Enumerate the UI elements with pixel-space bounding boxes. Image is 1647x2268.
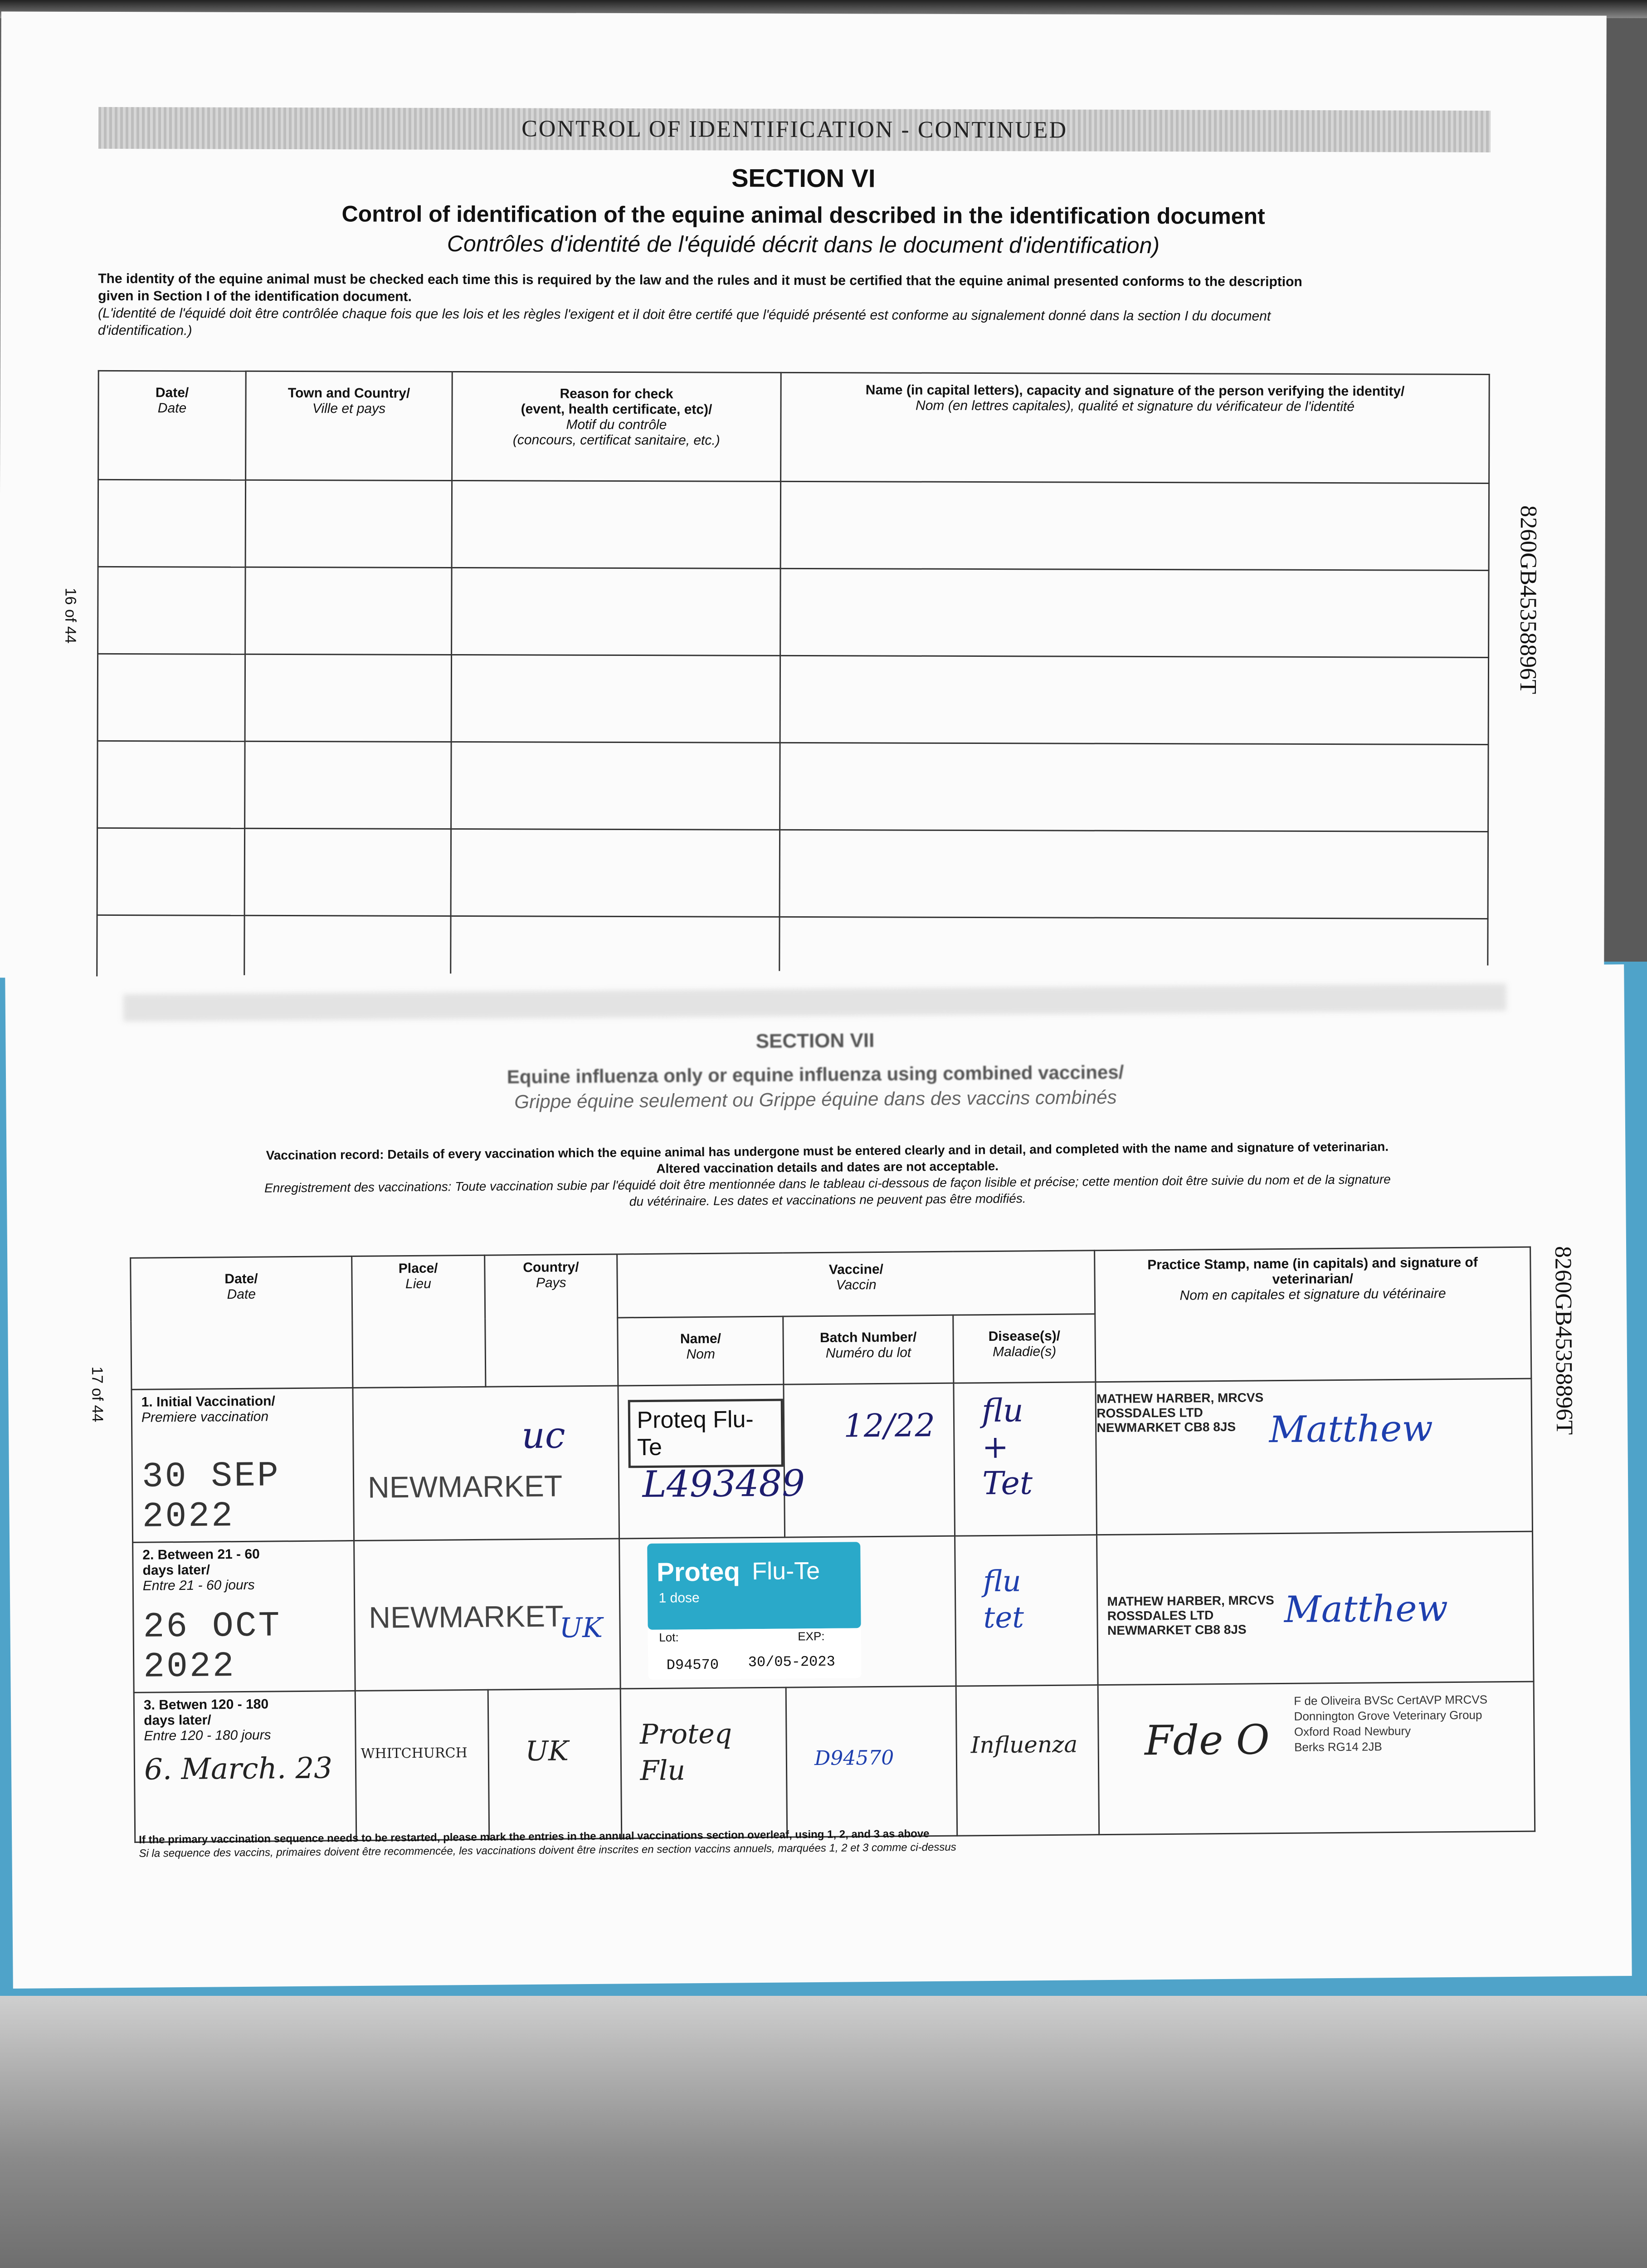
date-stamp: 26 OCT 2022 bbox=[143, 1606, 282, 1687]
table-row bbox=[97, 828, 1488, 919]
table-row bbox=[98, 567, 1489, 657]
col-town-country: Town and Country/ Ville et pays bbox=[246, 371, 453, 480]
page-number: 16 of 44 bbox=[62, 587, 79, 644]
intro-line-2: Altered vaccination details and dates are not acceptable. bbox=[656, 1158, 999, 1176]
batch-cell bbox=[786, 1686, 957, 1837]
vet-signature: Fde O bbox=[1144, 1716, 1270, 1765]
batch-cell bbox=[784, 1383, 955, 1537]
vaccine-product: Flu-Te bbox=[751, 1557, 820, 1585]
row-date-cell: 1. Initial Vaccination/ Premiere vaccination 30 SEP 2022 bbox=[132, 1388, 354, 1543]
blurred-banner bbox=[123, 983, 1506, 1022]
col-vaccine: Vaccine/ Vaccin bbox=[617, 1251, 1095, 1318]
table-row bbox=[97, 654, 1488, 744]
date-stamp: 30 SEP 2022 bbox=[141, 1456, 281, 1537]
vaccine-brand: Proteq bbox=[656, 1557, 741, 1587]
vet-cell bbox=[1098, 1681, 1535, 1835]
col-date: Date/ Date bbox=[131, 1256, 353, 1390]
intro-fr-line-1: (L'identité de l'équidé doit être contrôlée chaque fois que les lois et les règles l'exigent et il doit être certifé que l'équidé présenté est conforme au signalement donné dans la section I du document bbox=[98, 305, 1271, 324]
vet-cell bbox=[1097, 1531, 1534, 1685]
date-handwritten: 6. March. 23 bbox=[144, 1751, 333, 1787]
country-handwritten: UK bbox=[525, 1735, 569, 1768]
place-stamp: NEWMARKET bbox=[369, 1599, 564, 1634]
table-row bbox=[132, 1378, 1533, 1542]
vaccine-name-cell bbox=[618, 1384, 805, 1539]
table-row bbox=[134, 1681, 1535, 1842]
vaccine-dose: 1 dose bbox=[658, 1590, 700, 1606]
col-disease: Disease(s)/ Maladie(s) bbox=[953, 1314, 1096, 1383]
exp-date: 30/05-2023 bbox=[748, 1653, 835, 1671]
col-date: Date/ Date bbox=[98, 371, 246, 480]
intro-text bbox=[98, 270, 1504, 343]
table-row bbox=[98, 479, 1489, 570]
page-section-vii bbox=[5, 964, 1632, 1989]
batch-handwritten: L493489 bbox=[642, 1462, 805, 1506]
country-handwritten: UK bbox=[559, 1612, 603, 1644]
disease-line: + bbox=[982, 1428, 1009, 1466]
section-heading: SECTION VI bbox=[731, 163, 876, 193]
batch-handwritten: D94570 bbox=[814, 1746, 894, 1770]
scan-background bbox=[0, 1996, 1647, 2268]
vaccine-name-stamp: Proteq Flu-Te bbox=[628, 1399, 784, 1468]
disease-cell bbox=[956, 1685, 1099, 1836]
footnote-fr: Si la sequence des vaccins, primaires doivent être recommencée, les vaccinations doivent être inscrites en section vaccins annuels, marquées 1, 2 et 3 comme ci-dessus bbox=[139, 1841, 956, 1860]
identity-check-table bbox=[96, 370, 1490, 982]
disease-line: Tet bbox=[982, 1464, 1033, 1502]
section-title: Control of identification of the equine animal described in the identification document bbox=[341, 201, 1265, 229]
vaccine-sticker-lot bbox=[648, 1628, 862, 1680]
exp-label: EXP: bbox=[798, 1629, 825, 1643]
section-title: Equine influenza only or equine influenza using combined vaccines/ bbox=[507, 1061, 1124, 1088]
document-id: 8260GB45358896T bbox=[1550, 1246, 1578, 1435]
intro-fr-line-1: Enregistrement des vaccinations: Toute vaccination subie par l'équidé doit être mentionnée dans le tableau ci-dessous de façon lisible et précise; cette mention doit être suivie du nom et de la signature bbox=[264, 1172, 1391, 1195]
country-cell bbox=[488, 1689, 622, 1839]
vaccine-label-cell bbox=[619, 1536, 956, 1689]
row-date-cell: 2. Between 21 - 60 days later/ Entre 21 - 60 jours 26 OCT 2022 bbox=[133, 1541, 356, 1693]
lot-label: Lot: bbox=[659, 1630, 679, 1644]
col-reason: Reason for check (event, health certificate, etc)/ Motif du contrôle (concours, certificat sanitaire, etc.) bbox=[452, 371, 781, 481]
disease-line: tet bbox=[983, 1601, 1024, 1635]
vet-cell bbox=[1096, 1378, 1532, 1535]
vaccine-name-cell bbox=[621, 1687, 787, 1838]
vaccine-sticker bbox=[648, 1542, 861, 1630]
lot-number: D94570 bbox=[666, 1656, 719, 1674]
col-place: Place/ Lieu bbox=[352, 1255, 486, 1388]
page-section-vi bbox=[0, 11, 1607, 982]
col-country: Country/ Pays bbox=[484, 1254, 618, 1387]
section-title-fr: Grippe équine seulement ou Grippe équine dans des vaccins combinés bbox=[514, 1086, 1117, 1113]
vaccine-name-handwritten: Proteq Flu bbox=[639, 1718, 732, 1787]
disease-handwritten: Influenza bbox=[970, 1731, 1078, 1759]
intro-line-1: The identity of the equine animal must be checked each time this is required by the law and the rules and it must be certified that the equine animal presented conforms to the description bbox=[98, 271, 1302, 289]
col-verifier: Name (in capital letters), capacity and signature of the person verifying the identity/ Nom (en lettres capitales), qualité et signature du vérificateur de l'identité bbox=[781, 372, 1490, 483]
vaccination-table bbox=[130, 1246, 1535, 1843]
document-id: 8260GB45358896T bbox=[1515, 505, 1541, 694]
disease-cell bbox=[954, 1382, 1097, 1536]
place-country-cell bbox=[354, 1539, 621, 1691]
place-handwritten: WHITCHURCH bbox=[361, 1745, 468, 1762]
vet-signature: Matthew bbox=[1269, 1407, 1433, 1451]
intro-line-1: Vaccination record: Details of every vaccination which the equine animal has undergone must be entered clearly and in detail, and completed with the name and signature of veterinarian. bbox=[266, 1139, 1389, 1163]
vet-stamp: MATHEW HARBER, MRCVS ROSSDALES LTD NEWMARKET CB8 8JS bbox=[1107, 1593, 1274, 1638]
section-title-fr: Contrôles d'identité de l'équidé décrit dans le document d'identification) bbox=[447, 230, 1160, 259]
disease-line: flu bbox=[981, 1392, 1024, 1430]
section-heading: SECTION VII bbox=[755, 1029, 875, 1053]
expiry-handwritten: 12/22 bbox=[843, 1406, 936, 1445]
footnote-en: If the primary vaccination sequence needs to be restarted, please mark the entries in the annual vaccinations section overleaf, using 1, 2, and 3 as above bbox=[139, 1828, 930, 1846]
disease-cell bbox=[955, 1535, 1098, 1686]
col-vet: Practice Stamp, name (in capitals) and signature of veterinarian/ Nom en capitales et signature du vétérinaire bbox=[1095, 1247, 1531, 1382]
place-country-cell bbox=[353, 1386, 619, 1541]
intro-fr-line-2: du vétérinaire. Les dates et vaccinations ne peuvent pas être modifiés. bbox=[629, 1191, 1026, 1209]
vet-stamp: MATHEW HARBER, MRCVS ROSSDALES LTD NEWMARKET CB8 8JS bbox=[1096, 1390, 1264, 1435]
intro-line-2: given in Section I of the identification document. bbox=[98, 288, 412, 304]
table-row bbox=[97, 741, 1488, 831]
intro-text bbox=[129, 1138, 1526, 1214]
row-date-cell: 3. Betwen 120 - 180 days later/ Entre 120 - 180 jours 6. March. 23 bbox=[134, 1691, 356, 1843]
place-stamp: NEWMARKET bbox=[367, 1469, 563, 1504]
intro-fr-line-2: d'identification.) bbox=[97, 323, 192, 338]
col-vaccine-name: Name/ Nom bbox=[618, 1316, 784, 1386]
vet-stamp: F de Oliveira BVSc CertAVP MRCVS Donnington Grove Veterinary Group Oxford Road Newbury Berks RG14 2JB bbox=[1294, 1692, 1488, 1754]
vet-signature: Matthew bbox=[1284, 1587, 1448, 1631]
country-handwritten: uc bbox=[521, 1414, 565, 1457]
page-number: 17 of 44 bbox=[88, 1366, 107, 1422]
disease-line: flu bbox=[983, 1564, 1022, 1599]
place-cell bbox=[355, 1690, 489, 1840]
col-batch-number: Batch Number/ Numéro du lot bbox=[783, 1315, 954, 1384]
section-banner: CONTROL OF IDENTIFICATION - CONTINUED bbox=[98, 107, 1491, 152]
table-row bbox=[133, 1531, 1534, 1692]
